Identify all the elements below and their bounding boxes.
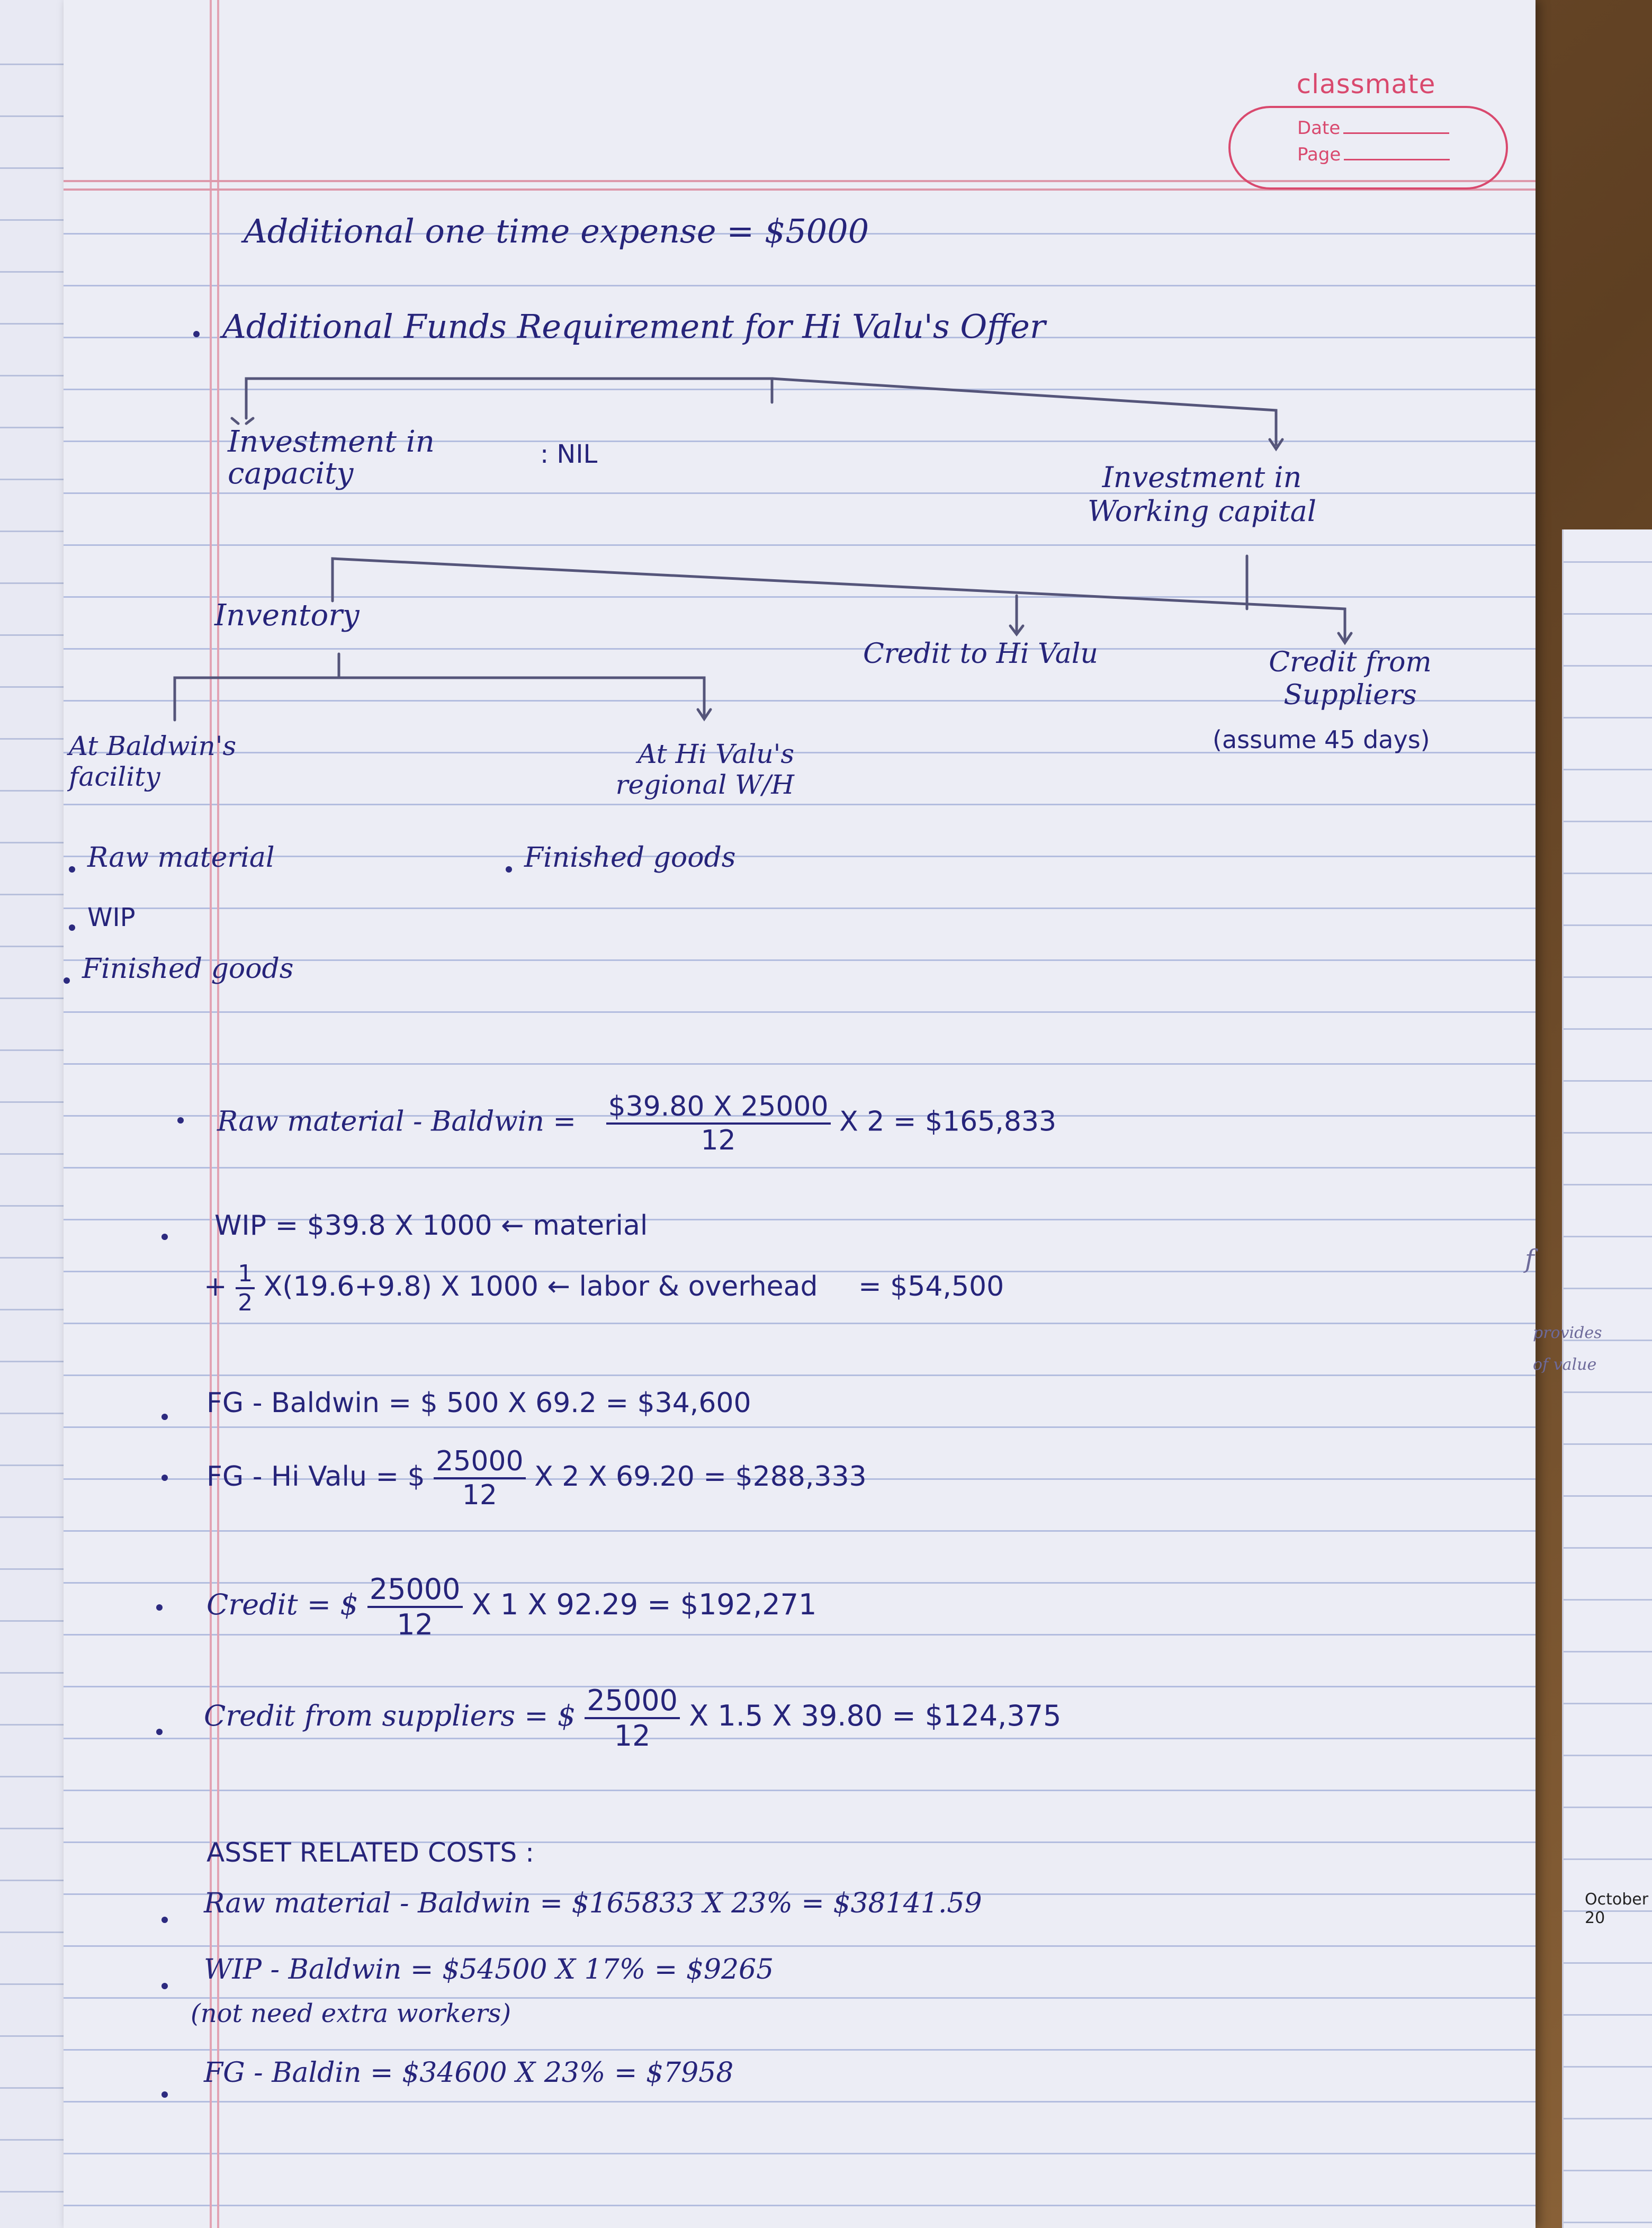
ruled-line: [0, 64, 64, 65]
bullet: [177, 1117, 184, 1124]
ruled-line: [1564, 561, 1652, 563]
credit-result: X 1 X 92.29 = $192,271: [471, 1588, 817, 1621]
fraction-denominator: 2: [238, 1289, 253, 1316]
october-note: October 20: [1585, 1890, 1649, 1927]
wip-plus: +: [204, 1271, 227, 1302]
fg-hivalu-label: FG - Hi Valu = $: [206, 1461, 425, 1493]
funds-requirement-title: Additional Funds Requirement for Hi Valu's Offer: [222, 307, 1046, 346]
one-time-expense: Additional one time expense = $5000: [244, 212, 869, 250]
supplier-credit-fraction: [585, 1684, 680, 1753]
ruled-line: [0, 2087, 64, 2089]
ruled-line: [1564, 1547, 1652, 1549]
ruled-line: [1564, 2014, 1652, 2016]
ruled-line: [0, 1205, 64, 1207]
bullet: [161, 1917, 168, 1923]
asset-costs-heading: ASSET RELATED COSTS :: [206, 1837, 534, 1868]
ruled-line: [0, 1880, 64, 1881]
ruled-line: [0, 1153, 64, 1155]
capacity-label: Investment in capacity: [228, 425, 435, 491]
bullet: [156, 1604, 163, 1611]
capacity-value: : NIL: [540, 439, 598, 469]
bullet: [161, 1983, 168, 1989]
raw-material-calc: [217, 1091, 1056, 1156]
ruled-line: [0, 115, 64, 117]
ruled-line: [0, 427, 64, 428]
ruled-line: [0, 998, 64, 999]
ruled-line: [0, 738, 64, 740]
ruled-line: [1564, 1184, 1652, 1185]
ruled-line: [0, 946, 64, 947]
fg-hivalu-result: X 2 X 69.20 = $288,333: [534, 1461, 867, 1493]
ruled-line: [1564, 1391, 1652, 1393]
ruled-line: [1564, 924, 1652, 926]
margin-note-of-value: of value: [1533, 1355, 1597, 1374]
connector-funds: [246, 379, 772, 418]
ruled-line: [0, 1101, 64, 1103]
ruled-line: [1564, 1651, 1652, 1652]
fraction-numerator: 1: [236, 1260, 255, 1289]
fg-baldwin: FG - Baldwin = $ 500 X 69.2 = $34,600: [206, 1387, 751, 1419]
ruled-line: [0, 1828, 64, 1829]
connector-inventory: [175, 678, 704, 720]
baldwin-facility-label: At Baldwin's facility: [69, 731, 237, 792]
ruled-line: [1564, 1028, 1652, 1030]
ruled-line: [1564, 717, 1652, 718]
fraction-denominator: 12: [614, 1719, 651, 1753]
bullet: [69, 866, 75, 873]
date-label: Date: [1297, 118, 1341, 139]
ruled-line: [0, 634, 64, 636]
fraction-numerator: $39.80 X 25000: [606, 1091, 831, 1125]
fraction-numerator: 25000: [367, 1573, 463, 1608]
wh-item: Finished goods: [524, 842, 736, 874]
hivalu-wh-label: At Hi Valu's regional W/H: [615, 739, 794, 800]
ruled-line: [1564, 1858, 1652, 1860]
fraction-denominator: 12: [397, 1608, 433, 1641]
ruled-line: [0, 582, 64, 584]
bullet: [161, 1414, 168, 1420]
ruled-line: [1564, 769, 1652, 770]
ruled-line: [0, 167, 64, 169]
facility-item: WIP: [87, 903, 136, 932]
credit-from-label: Credit from Suppliers: [1269, 646, 1432, 711]
raw-material-fraction: [606, 1091, 831, 1156]
wip-result: = $54,500: [858, 1271, 1004, 1302]
facility-item: Raw material: [87, 842, 275, 874]
fg-hivalu: [206, 1445, 867, 1511]
supplier-credit-result: X 1.5 X 39.80 = $124,375: [689, 1699, 1062, 1732]
margin-mark: f: [1525, 1244, 1534, 1274]
left-notebook-page: [0, 0, 67, 2228]
fraction-numerator: 25000: [585, 1684, 680, 1719]
ruled-line: [1564, 1962, 1652, 1964]
ruled-line: [0, 1465, 64, 1466]
bullet: [193, 331, 200, 337]
ruled-line: [1564, 2222, 1652, 2223]
ruled-line: [0, 271, 64, 273]
ruled-line: [1564, 1755, 1652, 1756]
fg-hivalu-fraction: [434, 1445, 525, 1511]
supplier-credit-label: Credit from suppliers = $: [204, 1699, 576, 1732]
credit-from-note: (assume 45 days): [1213, 725, 1430, 754]
inventory-label: Inventory: [214, 598, 360, 633]
credit-label: Credit = $: [206, 1588, 358, 1621]
ruled-line: [1564, 821, 1652, 822]
credit-fraction: [367, 1573, 463, 1641]
ruled-line: [1564, 1599, 1652, 1601]
credit-to-label: Credit to Hi Valu: [863, 638, 1098, 670]
ruled-line: [0, 219, 64, 221]
asset-wip-note: (not need extra workers): [191, 1999, 511, 2028]
wip-half-fraction: [236, 1260, 255, 1316]
ruled-line: [1564, 665, 1652, 667]
ruled-line: [0, 1931, 64, 1933]
supplier-credit-calc: [204, 1684, 1061, 1753]
ruled-line: [0, 1361, 64, 1362]
ruled-line: [0, 1257, 64, 1259]
asset-wip: WIP - Baldwin = $54500 X 17% = $9265: [204, 1954, 774, 1986]
ruled-line: [0, 323, 64, 325]
ruled-line: [1564, 1807, 1652, 1808]
ruled-line: [0, 1620, 64, 1622]
connector-wc: [772, 379, 1276, 445]
ruled-line: [0, 375, 64, 376]
wip-line-1: WIP = $39.8 X 1000 ← material: [214, 1210, 648, 1242]
ruled-line: [0, 842, 64, 843]
ruled-line: [0, 1309, 64, 1310]
ruled-line: [1564, 2170, 1652, 2171]
ruled-line: [1564, 1495, 1652, 1497]
ruled-line: [1564, 2118, 1652, 2119]
ruled-line: [0, 2035, 64, 2037]
ruled-line: [0, 2191, 64, 2193]
fraction-denominator: 12: [701, 1125, 736, 1156]
bullet: [161, 1475, 168, 1481]
working-capital-label: Investment in Working capital: [1087, 461, 1317, 528]
bullet: [156, 1729, 163, 1735]
bullet: [64, 977, 70, 984]
ruled-line: [1564, 873, 1652, 874]
ruled-line: [0, 790, 64, 792]
raw-material-label: Raw material - Baldwin =: [217, 1106, 576, 1138]
ruled-line: [1564, 1132, 1652, 1134]
page-label: Page: [1297, 144, 1341, 165]
underlying-sheet: [1562, 529, 1652, 2228]
ruled-line: [0, 1568, 64, 1570]
ruled-line: [0, 686, 64, 688]
ruled-line: [0, 479, 64, 480]
ruled-line: [1564, 1236, 1652, 1237]
ruled-line: [0, 894, 64, 895]
ruled-line: [1564, 976, 1652, 978]
credit-calc: [206, 1573, 816, 1641]
ruled-line: [0, 1724, 64, 1726]
ruled-line: [1564, 1703, 1652, 1704]
bullet: [161, 1234, 168, 1240]
raw-material-result: X 2 = $165,833: [839, 1106, 1057, 1138]
bullet: [161, 2091, 168, 2098]
ruled-line: [0, 1516, 64, 1518]
ruled-line: [0, 1672, 64, 1674]
ruled-line: [0, 1983, 64, 1985]
bullet: [69, 924, 75, 931]
bullet: [506, 866, 512, 873]
ruled-line: [1564, 2066, 1652, 2068]
ruled-line: [0, 1776, 64, 1777]
ruled-line: [0, 531, 64, 532]
brand-name: classmate: [1296, 69, 1436, 100]
fraction-numerator: 25000: [434, 1445, 525, 1479]
facility-item: Finished goods: [82, 953, 294, 985]
connector-wc-branches: [333, 559, 1345, 641]
ruled-line: [1564, 1443, 1652, 1445]
arrow-capacity: [232, 418, 253, 424]
wip-labor-overhead: X(19.6+9.8) X 1000 ← labor & overhead: [263, 1271, 818, 1302]
ruled-line: [0, 2139, 64, 2141]
ruled-line: [0, 1413, 64, 1414]
wip-line-2: [204, 1260, 1004, 1316]
asset-raw-material: Raw material - Baldwin = $165833 X 23% = $38141.59: [204, 1888, 982, 1919]
ruled-line: [1564, 1080, 1652, 1082]
ruled-line: [0, 1049, 64, 1051]
ruled-line: [1564, 613, 1652, 615]
asset-fg: FG - Baldin = $34600 X 23% = $7958: [204, 2057, 734, 2089]
margin-note-provides: provides: [1533, 1324, 1602, 1342]
ruled-line: [1564, 1288, 1652, 1289]
notebook-page: [64, 0, 1536, 2228]
fraction-denominator: 12: [462, 1479, 497, 1511]
